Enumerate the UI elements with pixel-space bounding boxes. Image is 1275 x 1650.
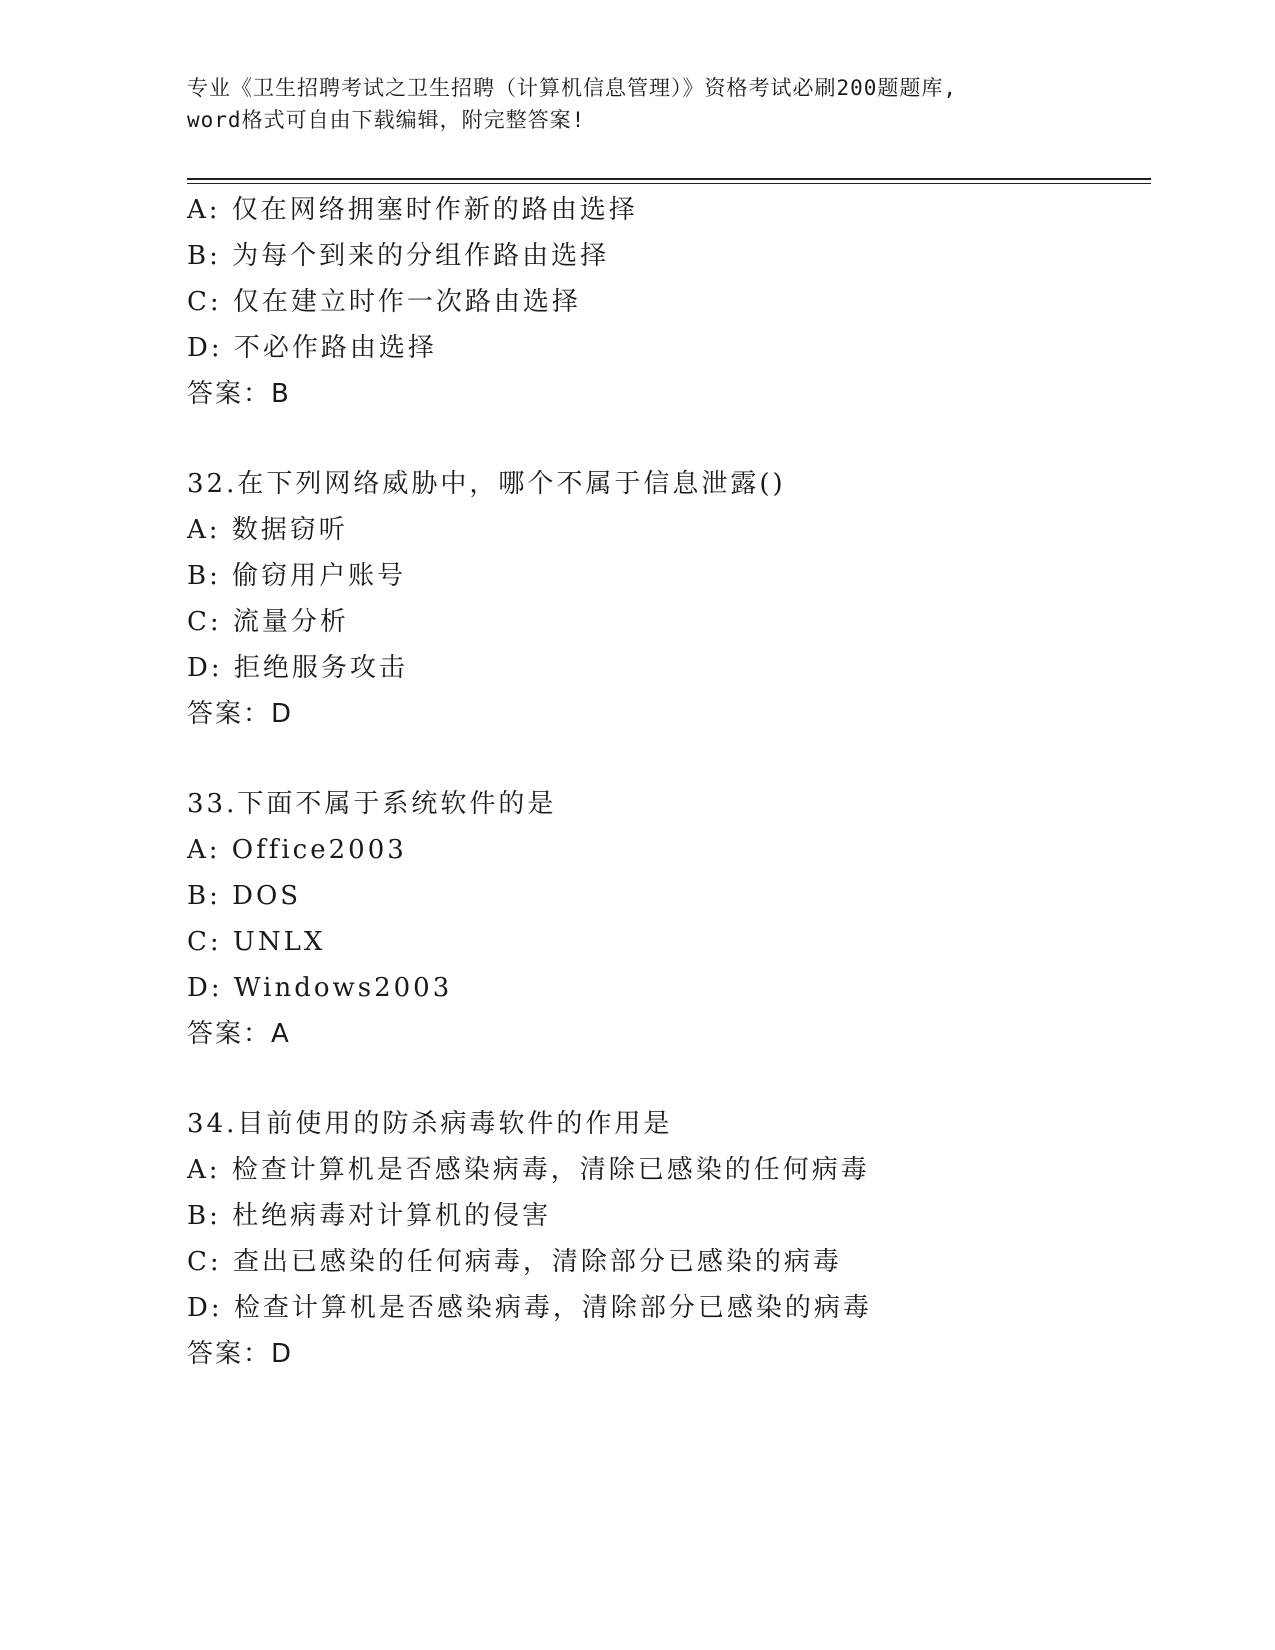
option-d: D: 不必作路由选择 xyxy=(187,333,437,363)
spacer xyxy=(187,1057,1151,1101)
option-c: C: UNLX xyxy=(187,927,326,957)
answer-label: 答案：B xyxy=(187,379,291,409)
option-b: B: 杜绝病毒对计算机的侵害 xyxy=(187,1201,552,1231)
header-line-1: 专业《卫生招聘考试之卫生招聘（计算机信息管理）》资格考试必刷200题题库, xyxy=(187,76,958,100)
option-a: A: Office2003 xyxy=(187,835,407,865)
spacer xyxy=(187,737,1151,781)
option-d: D: Windows2003 xyxy=(187,973,453,1003)
option-a: A: 数据窃听 xyxy=(187,515,348,545)
option-a: A: 仅在网络拥塞时作新的路由选择 xyxy=(187,195,638,225)
question-block-31 xyxy=(187,187,1151,417)
option-d: D: 拒绝服务攻击 xyxy=(187,653,408,683)
answer-label: 答案：D xyxy=(187,699,294,729)
header-divider-thin xyxy=(187,183,1151,184)
option-c: C: 流量分析 xyxy=(187,607,349,637)
answer-label: 答案：A xyxy=(187,1019,291,1049)
option-c: C: 查出已感染的任何病毒，清除部分已感染的病毒 xyxy=(187,1247,842,1277)
header-line-2: word格式可自由下载编辑，附完整答案! xyxy=(187,108,586,132)
option-d: D: 检查计算机是否感染病毒，清除部分已感染的病毒 xyxy=(187,1293,872,1323)
spacer xyxy=(187,417,1151,461)
question-text: 34.目前使用的防杀病毒软件的作用是 xyxy=(187,1109,673,1139)
option-c: C: 仅在建立时作一次路由选择 xyxy=(187,287,581,317)
question-block-32 xyxy=(187,461,1151,737)
question-block-34 xyxy=(187,1101,1151,1377)
page-header xyxy=(187,72,1067,136)
question-text: 33.下面不属于系统软件的是 xyxy=(187,789,557,819)
option-b: B: DOS xyxy=(187,881,302,911)
question-list xyxy=(187,187,1151,1377)
option-a: A: 检查计算机是否感染病毒，清除已感染的任何病毒 xyxy=(187,1155,870,1185)
question-block-33 xyxy=(187,781,1151,1057)
option-b: B: 偷窃用户账号 xyxy=(187,561,407,591)
answer-label: 答案：D xyxy=(187,1339,294,1369)
question-text: 32.在下列网络威胁中，哪个不属于信息泄露() xyxy=(187,469,786,499)
header-divider xyxy=(187,178,1151,180)
option-b: B: 为每个到来的分组作路由选择 xyxy=(187,241,610,271)
